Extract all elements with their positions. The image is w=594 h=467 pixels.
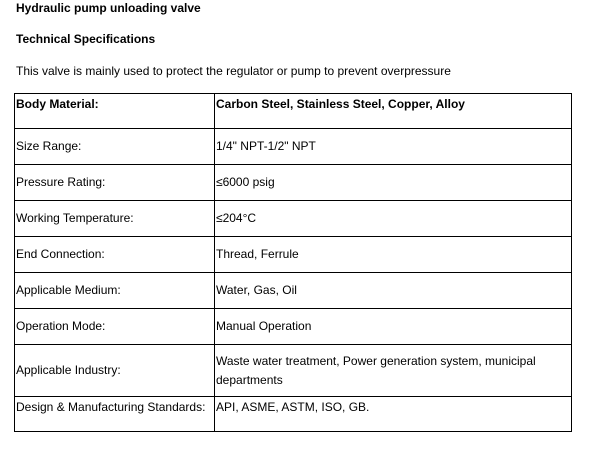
document-title: Hydraulic pump unloading valve: [16, 1, 201, 15]
table-row: [15, 309, 572, 345]
spec-value: ≤204°C: [215, 201, 572, 237]
table-row: [15, 201, 572, 237]
table-row: [15, 165, 572, 201]
spec-label: Body Material:: [15, 94, 215, 129]
spec-value: Carbon Steel, Stainless Steel, Copper, Alloy: [215, 94, 572, 129]
spec-label: Pressure Rating:: [15, 165, 215, 201]
spec-value: Manual Operation: [215, 309, 572, 345]
table-row: [15, 273, 572, 309]
spec-value: Water, Gas, Oil: [215, 273, 572, 309]
spec-value: Thread, Ferrule: [215, 237, 572, 273]
spec-label: Size Range:: [15, 129, 215, 165]
spec-value: Waste water treatment, Power generation system, municipal departments: [215, 345, 572, 397]
table-header-row: [15, 94, 572, 129]
spec-label: Applicable Medium:: [15, 273, 215, 309]
table-row: [15, 345, 572, 397]
spec-label: Working Temperature:: [15, 201, 215, 237]
table-row: [15, 237, 572, 273]
table-row: [15, 129, 572, 165]
table-row: [15, 397, 572, 432]
spec-label: Design & Manufacturing Standards:: [15, 397, 215, 432]
intro-paragraph: This valve is mainly used to protect the regulator or pump to prevent overpressure: [16, 64, 451, 78]
spec-label: End Connection:: [15, 237, 215, 273]
spec-label: Operation Mode:: [15, 309, 215, 345]
specifications-table: [14, 93, 572, 432]
spec-value: 1/4" NPT-1/2" NPT: [215, 129, 572, 165]
spec-value: ≤6000 psig: [215, 165, 572, 201]
section-heading: Technical Specifications: [16, 32, 156, 46]
spec-label: Applicable Industry:: [15, 345, 215, 397]
spec-value: API, ASME, ASTM, ISO, GB.: [215, 397, 572, 432]
